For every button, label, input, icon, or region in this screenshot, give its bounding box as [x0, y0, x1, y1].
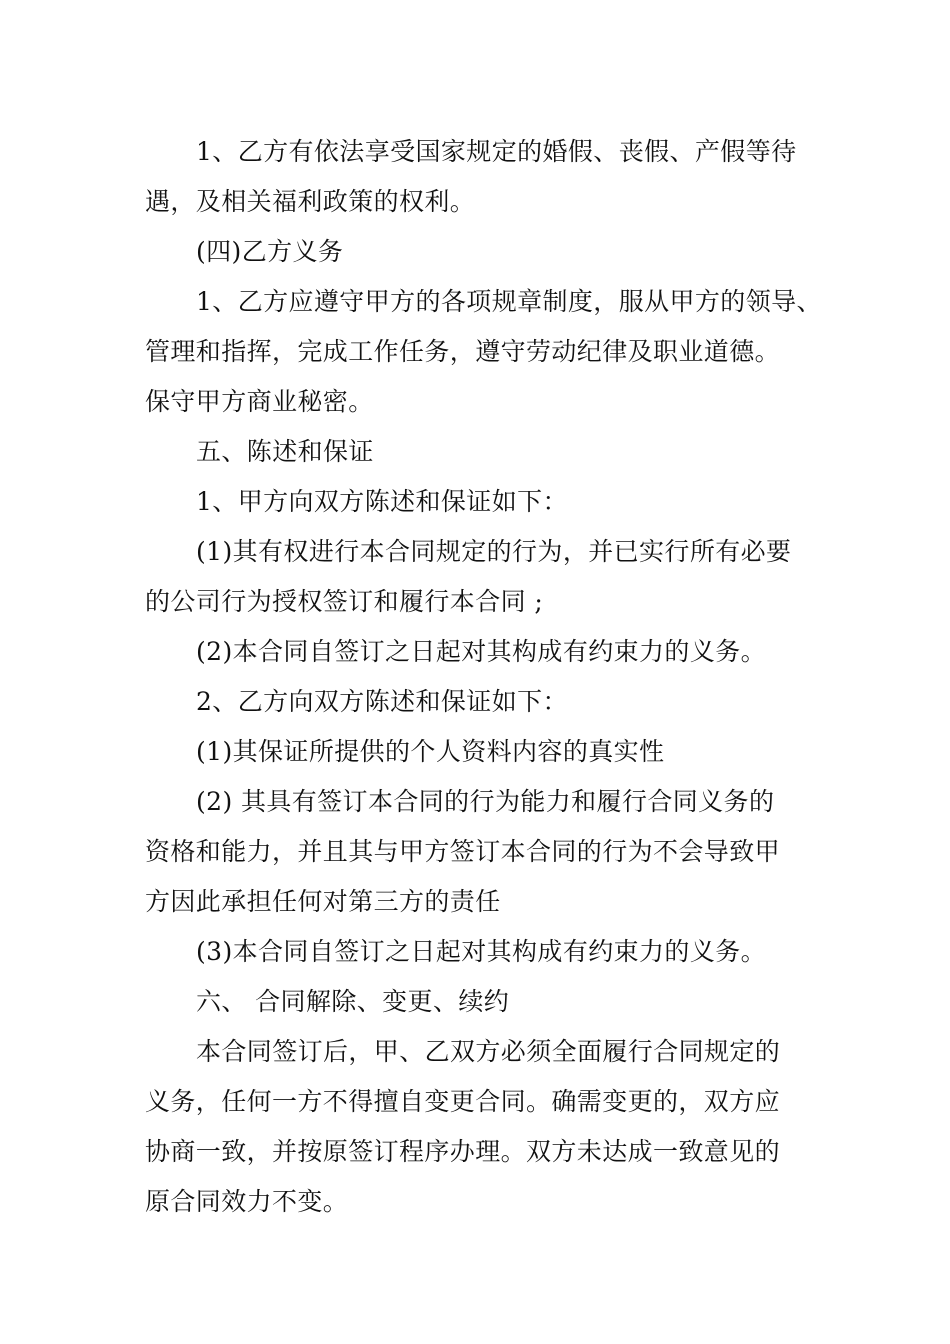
text-line: 本合同签订后，甲、乙双方必须全面履行合同规定的 [196, 1037, 781, 1066]
text-line: 的公司行为授权签订和履行本合同 ; [145, 587, 544, 616]
text-line: 1、甲方向双方陈述和保证如下： [196, 487, 568, 516]
text-line: 保守甲方商业秘密。 [145, 387, 374, 416]
section-heading: 六、 合同解除、变更、续约 [196, 987, 510, 1016]
text-line: (2) 其具有签订本合同的行为能力和履行合同义务的 [196, 787, 775, 816]
text-line: (2)本合同自签订之日起对其构成有约束力的义务。 [196, 637, 767, 666]
text-line: 1、乙方有依法享受国家规定的婚假、丧假、产假等待 [196, 137, 797, 166]
text-line: 1、乙方应遵守甲方的各项规章制度，服从甲方的领导、 [196, 287, 822, 316]
text-line: 资格和能力，并且其与甲方签订本合同的行为不会导致甲 [145, 837, 781, 866]
text-line: (1)其保证所提供的个人资料内容的真实性 [196, 737, 665, 766]
text-line: 义务，任何一方不得擅自变更合同。确需变更的，双方应 [145, 1087, 781, 1116]
text-line: 2、乙方向双方陈述和保证如下： [196, 687, 568, 716]
text-line: 协商一致，并按原签订程序办理。双方未达成一致意见的 [145, 1137, 781, 1166]
text-line: (1)其有权进行本合同规定的行为，并已实行所有必要 [196, 537, 792, 566]
text-line: 管理和指挥，完成工作任务，遵守劳动纪律及职业道德。 [145, 337, 781, 366]
text-line: 方因此承担任何对第三方的责任 [145, 887, 501, 916]
text-line: (3)本合同自签订之日起对其构成有约束力的义务。 [196, 937, 767, 966]
section-heading: 五、陈述和保证 [196, 437, 374, 466]
text-line: 原合同效力不变。 [145, 1187, 349, 1216]
text-line: 遇，及相关福利政策的权利。 [145, 187, 476, 216]
section-heading: (四)乙方义务 [196, 237, 344, 266]
